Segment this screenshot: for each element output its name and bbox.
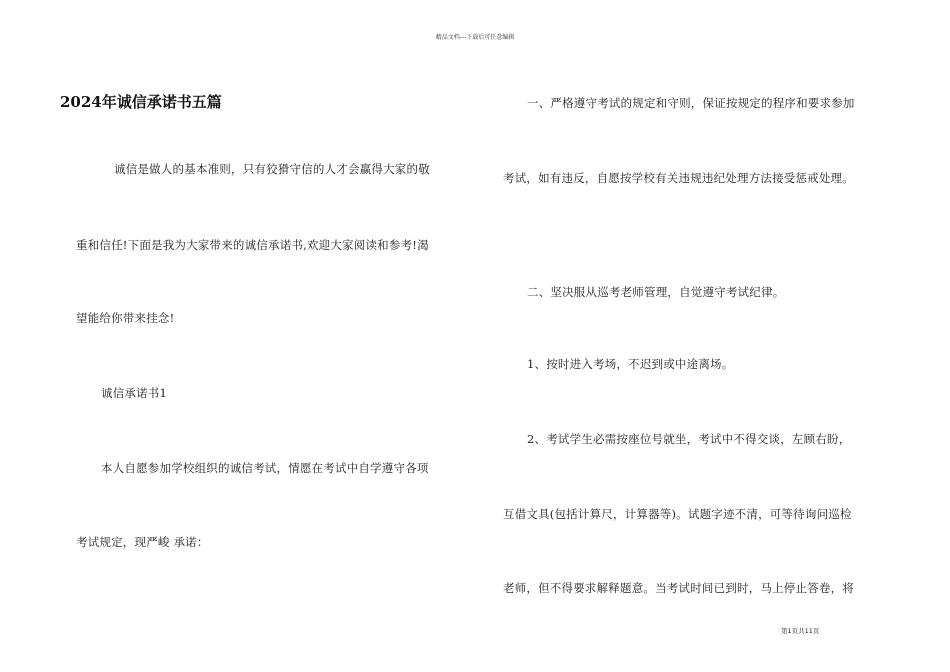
- paragraph-line: 考试规定，现严峻 承诺：: [76, 535, 209, 549]
- page-number: 第1页共11页: [781, 627, 820, 635]
- paragraph-line: 互借文具(包括计算尺，计算器等)。试题字迹不清，可等待询问巡检: [503, 507, 852, 521]
- paragraph-line: 一、严格遵守考试的规定和守则，保证按规定的程序和要求参加: [527, 96, 855, 110]
- paragraph-line: 1、按时进入考场，不迟到或中途离场。: [527, 357, 734, 371]
- paragraph-line: 诚信是做人的基本准则，只有狡猾守信的人才会赢得大家的敬: [114, 162, 430, 176]
- page-header: 精品文档---下载后可任意编辑: [435, 34, 515, 41]
- paragraph-line: 老师，但不得要求解释题意。当考试时间已到时，马上停止答卷，将: [503, 581, 854, 595]
- paragraph-line: 重和信任!下面是我为大家带来的诚信承诺书,欢迎大家阅读和参考!渴: [76, 238, 429, 252]
- paragraph-line: 2、考试学生必需按座位号就坐，考试中不得交谈，左顾右盼，: [527, 432, 851, 446]
- paragraph-line: 考试，如有违反，自愿按学校有关违规违纪处理方法接受惩戒处理。: [503, 171, 854, 185]
- document-title: 2024年诚信承诺书五篇: [60, 93, 222, 111]
- paragraph-line: 二、坚决服从巡考老师管理，自觉遵守考试纪律。: [527, 285, 785, 299]
- section-heading: 诚信承诺书1: [101, 386, 168, 400]
- paragraph-line: 望能给你带来挂念!: [76, 311, 175, 325]
- paragraph-line: 本人自愿参加学校组织的诚信考试，情愿在考试中自学遵守各项: [101, 461, 429, 475]
